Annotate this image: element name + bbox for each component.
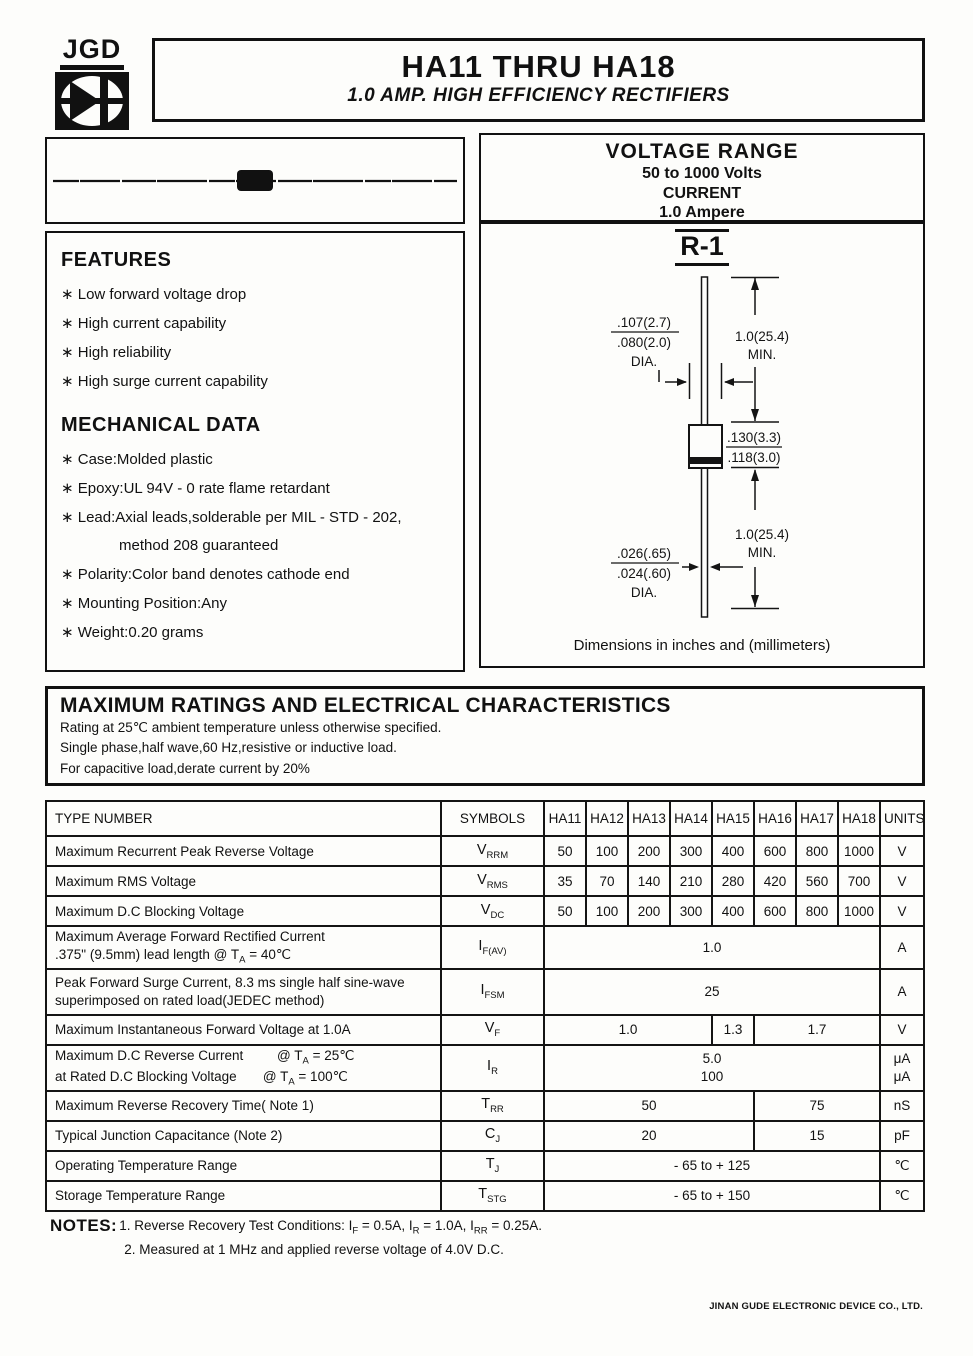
table-row-ir [46, 1045, 924, 1091]
row-label: Typical Junction Capacitance (Note 2) [46, 1121, 441, 1151]
cell-unit: A [880, 969, 924, 1015]
page-subtitle: 1.0 AMP. HIGH EFFICIENCY RECTIFIERS [347, 84, 730, 106]
voltage-range-section [481, 135, 923, 224]
cell-value: 5.0 100 [544, 1045, 880, 1091]
cell-unit: V [880, 866, 924, 896]
table-row-vdc [46, 896, 924, 926]
brand-logo [52, 36, 132, 135]
cell-unit: V [880, 836, 924, 866]
diode-photo-box [45, 137, 465, 224]
package-caption: Dimensions in inches and (millimeters) [573, 637, 831, 654]
col-ha12: HA12 [586, 801, 628, 836]
notes-heading: NOTES: [50, 1216, 118, 1235]
row-symbol: $T_{RR}$ [441, 1091, 544, 1121]
cell-value: 600 [754, 836, 796, 866]
feature-item: ∗ High surge current capability [61, 373, 268, 390]
dim-body-dia-max: .107(2.7) [616, 315, 672, 330]
page-title: HA11 THRU HA18 [401, 49, 676, 84]
cell-value: 1.0 [544, 1015, 712, 1045]
cell-value: 420 [754, 866, 796, 896]
row-symbol: $T_{STG}$ [441, 1181, 544, 1211]
cell-value: 75 [754, 1091, 880, 1121]
cell-unit: A [880, 926, 924, 969]
mechanical-item: ∗ Polarity:Color band denotes cathode end [61, 566, 350, 583]
ratings-title: MAXIMUM RATINGS AND ELECTRICAL CHARACTERISTICS [60, 694, 671, 717]
cell-value: 210 [670, 866, 712, 896]
cell-value: 560 [796, 866, 838, 896]
current-value: 1.0 Ampere [659, 204, 745, 222]
cell-value: - 65 to + 150 [544, 1181, 880, 1211]
row-symbol: $V_F$ [441, 1015, 544, 1045]
cell-value: 700 [838, 866, 880, 896]
dim-lead-top-min: MIN. [747, 347, 777, 362]
cell-value: 100 [586, 836, 628, 866]
row-symbol: $I_{F(AV)}$ [441, 926, 544, 969]
cell-value: 1.0 [544, 926, 880, 969]
diode-photo [47, 139, 463, 222]
cell-value: 280 [712, 866, 754, 896]
cell-value: 50 [544, 896, 586, 926]
diode-body [237, 170, 273, 191]
mechanical-item: method 208 guaranteed [119, 537, 279, 554]
cell-value: 1.7 [754, 1015, 880, 1045]
col-ha15: HA15 [712, 801, 754, 836]
row-symbol: $I_R$ [441, 1045, 544, 1091]
cell-value: 20 [544, 1121, 754, 1151]
dim-lead-dia-max: .026(.65) [616, 546, 672, 561]
mechanical-item: ∗ Weight:0.20 grams [61, 624, 204, 641]
row-label: Maximum Recurrent Peak Reverse Voltage [46, 836, 441, 866]
cell-value: 800 [796, 836, 838, 866]
col-ha14: HA14 [670, 801, 712, 836]
col-ha13: HA13 [628, 801, 670, 836]
cell-value: 50 [544, 836, 586, 866]
row-label: Peak Forward Surge Current, 8.3 ms single half sine-wave superimposed on rated load(JEDEC method) [46, 969, 441, 1015]
notes [50, 1216, 542, 1257]
dim-lead-dia-min: .024(.60) [616, 566, 672, 581]
cell-value: 25 [544, 969, 880, 1015]
cell-unit: V [880, 1015, 924, 1045]
table-row-vrrm [46, 836, 924, 866]
row-label: Storage Temperature Range [46, 1181, 441, 1211]
mechanical-item: ∗ Epoxy:UL 94V - 0 rate flame retardant [61, 480, 330, 497]
col-ha18: HA18 [838, 801, 880, 836]
col-units: UNITS [880, 801, 924, 836]
row-symbol: $V_{RMS}$ [441, 866, 544, 896]
table-row-ifsm [46, 969, 924, 1015]
cell-value: 400 [712, 896, 754, 926]
ratings-header-box [45, 686, 925, 786]
ratings-condition-1: Rating at 25℃ ambient temperature unless otherwise specified. [60, 720, 442, 735]
voltage-range-label: VOLTAGE RANGE [605, 140, 799, 163]
package-section [481, 229, 923, 667]
cell-value: 140 [628, 866, 670, 896]
ratings-condition-3: For capacitive load,derate current by 20% [60, 760, 310, 776]
package-outline-drawing [481, 275, 923, 620]
note-2: 2. Measured at 1 MHz and applied reverse voltage of 4.0V D.C. [124, 1241, 504, 1257]
table-row-vf [46, 1015, 924, 1045]
features-heading: FEATURES [61, 249, 172, 271]
footer-company: JINAN GUDE ELECTRONIC DEVICE CO., LTD. [709, 1301, 923, 1312]
mechanical-item: ∗ Case:Molded plastic [61, 451, 213, 468]
cell-value: 800 [796, 896, 838, 926]
cell-value: 200 [628, 896, 670, 926]
col-ha16: HA16 [754, 801, 796, 836]
row-symbol: $I_{FSM}$ [441, 969, 544, 1015]
features-mechanical-box [45, 231, 465, 672]
col-symbols: SYMBOLS [441, 801, 544, 836]
row-symbol: $V_{DC}$ [441, 896, 544, 926]
cell-unit: V [880, 896, 924, 926]
cell-value: - 65 to + 125 [544, 1151, 880, 1181]
feature-item: ∗ Low forward voltage drop [61, 286, 247, 303]
cell-value: 600 [754, 896, 796, 926]
row-label: Maximum Reverse Recovery Time( Note 1) [46, 1091, 441, 1121]
mechanical-list [61, 450, 455, 641]
table-row-cj [46, 1121, 924, 1151]
mechanical-item: ∗ Mounting Position:Any [61, 595, 227, 612]
row-label: Maximum Average Forward Rectified Current .375" (9.5mm) lead length @ $T_A$ = 40℃ [46, 926, 441, 969]
table-row-tj [46, 1151, 924, 1181]
table-header-row [46, 801, 924, 836]
brand-logo-text: JGD [60, 36, 125, 70]
dim-body-dia-unit: DIA. [630, 354, 658, 369]
cell-unit: nS [880, 1091, 924, 1121]
cell-value: 70 [586, 866, 628, 896]
dim-lead-top-label: 1.0(25.4) [734, 329, 790, 344]
diode-logo-icon [52, 72, 132, 135]
ratings-table [45, 800, 925, 1212]
row-label: Maximum RMS Voltage [46, 866, 441, 896]
cell-value: 35 [544, 866, 586, 896]
cell-value: 200 [628, 836, 670, 866]
feature-item: ∗ High current capability [61, 315, 227, 332]
dim-body-len-max: .130(3.3) [726, 430, 782, 445]
table-row-trr [46, 1091, 924, 1121]
ratings-condition-2: Single phase,half wave,60 Hz,resistive or inductive load. [60, 740, 397, 756]
cell-value: 1000 [838, 896, 880, 926]
row-symbol: $T_J$ [441, 1151, 544, 1181]
cell-value: 300 [670, 836, 712, 866]
dim-body-len-min: .118(3.0) [727, 450, 781, 465]
cell-value: 300 [670, 896, 712, 926]
cell-unit: pF [880, 1121, 924, 1151]
header-title-box [152, 38, 925, 122]
dim-body-dia-min: .080(2.0) [616, 335, 672, 350]
row-label: Operating Temperature Range [46, 1151, 441, 1181]
row-symbol: $C_J$ [441, 1121, 544, 1151]
cell-unit: ℃ [880, 1181, 924, 1211]
current-label: CURRENT [662, 184, 742, 202]
package-name: R-1 [675, 229, 729, 266]
features-list [61, 285, 455, 390]
note-1: 1. Reverse Recovery Test Conditions: $I_F = 0.5A$, $I_R = 1.0A$, $I_{RR} = 0.25A$. [119, 1218, 543, 1237]
row-label: Maximum D.C Reverse Current @ $T_A$ = 25℃ at Rated D.C Blocking Voltage @ $T_A$ = 100℃ [46, 1045, 441, 1091]
cell-unit: μA μA [880, 1045, 924, 1091]
dim-lead-bot-min: MIN. [747, 545, 777, 560]
cell-value: 1000 [838, 836, 880, 866]
cell-value: 1.3 [712, 1015, 754, 1045]
col-ha11: HA11 [544, 801, 586, 836]
voltage-range-value: 50 to 1000 Volts [642, 165, 762, 182]
table-row-tstg [46, 1181, 924, 1211]
cell-value: 100 [586, 896, 628, 926]
cell-unit: ℃ [880, 1151, 924, 1181]
summary-package-box [479, 133, 925, 668]
table-row-ifav [46, 926, 924, 969]
cell-value: 15 [754, 1121, 880, 1151]
cathode-band [690, 457, 721, 464]
feature-item: ∗ High reliability [61, 344, 172, 361]
table-row-vrms [46, 866, 924, 896]
mechanical-item: ∗ Lead:Axial leads,solderable per MIL - STD - 202, [61, 509, 402, 526]
row-symbol: $V_{RRM}$ [441, 836, 544, 866]
col-type-number: TYPE NUMBER [46, 801, 441, 836]
cell-value: 400 [712, 836, 754, 866]
dim-lead-bot-label: 1.0(25.4) [734, 527, 790, 542]
row-label: Maximum D.C Blocking Voltage [46, 896, 441, 926]
cell-value: 50 [544, 1091, 754, 1121]
col-ha17: HA17 [796, 801, 838, 836]
mechanical-heading: MECHANICAL DATA [61, 414, 261, 436]
row-label: Maximum Instantaneous Forward Voltage at 1.0A [46, 1015, 441, 1045]
dim-lead-dia-unit: DIA. [630, 585, 658, 600]
